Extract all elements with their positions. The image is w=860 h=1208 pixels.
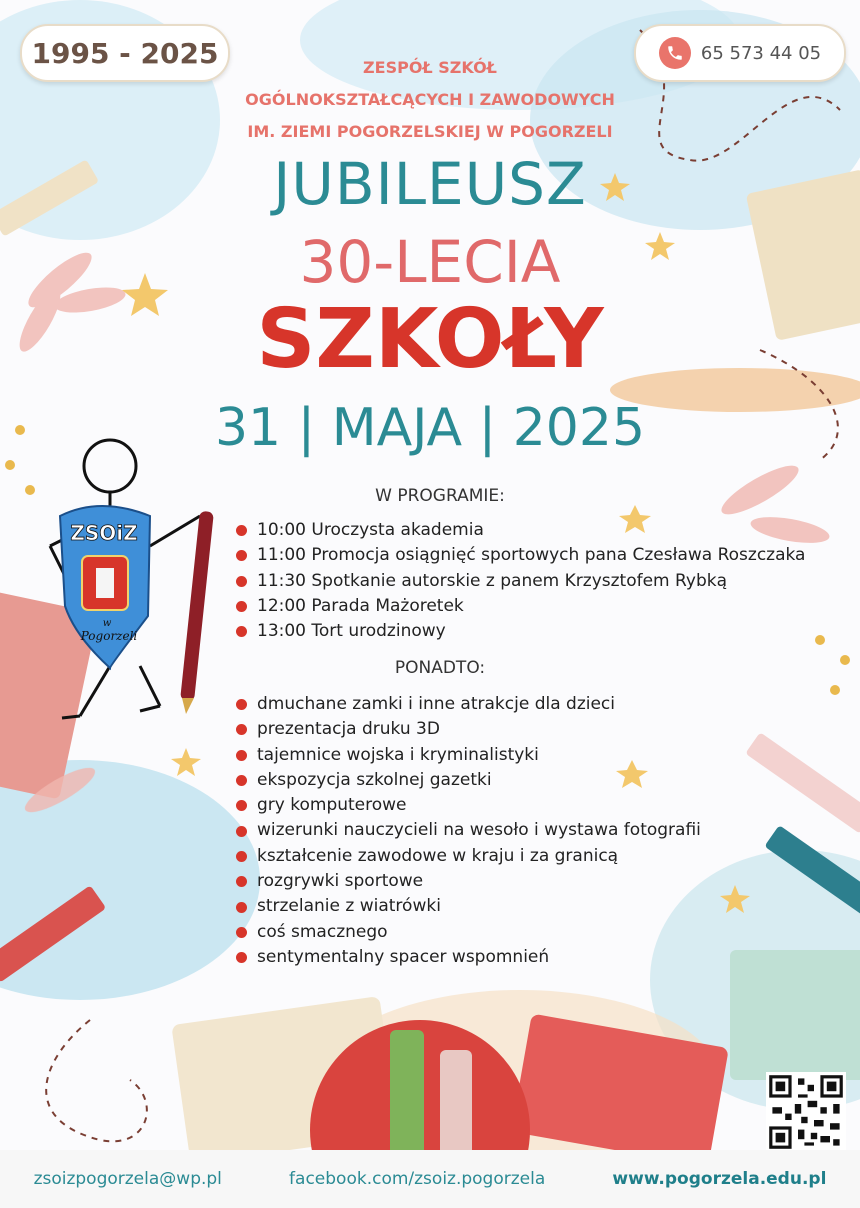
footer-email[interactable]: zsoizpogorzela@wp.pl [33,1169,222,1189]
program-item [236,594,805,619]
bullet-icon [236,876,247,887]
bullet-icon [236,952,247,963]
extras-item [236,717,701,742]
bullet-icon [236,626,247,637]
program-item [236,619,805,644]
years-badge: 1995 - 2025 [20,24,230,82]
school-name-line: ZESPÓŁ SZKÓŁ [363,58,497,77]
footer-facebook[interactable]: facebook.com/zsoiz.pogorzela [289,1169,546,1189]
bullet-icon [236,699,247,710]
bullet-icon [236,902,247,913]
extras-item [236,818,701,843]
program-item [236,543,805,568]
extras-item-text: ekspozycja szkolnej gazetki [257,769,492,790]
extras-item [236,844,701,869]
shield-subtitle: Pogorzeli [80,629,138,643]
extras-item-text: dmuchane zamki i inne atrakcje dla dzieci [257,694,616,714]
program-item-text: 12:00 Parada Mażoretek [257,595,464,616]
mascot-illustration [40,436,230,726]
program-item-text: 13:00 Tort urodzinowy [257,621,446,642]
shield-title: ZSOiZ [70,521,138,545]
bullet-icon [236,775,247,786]
bullet-icon [236,576,247,587]
program-item-text: 11:30 Spotkanie autorskie z panem Krzysztofem Rybką [257,570,728,591]
title-school: SZKOŁY [256,292,604,387]
pencil-shape [390,1030,424,1170]
extras-item-text: coś smacznego [257,921,388,942]
mascot-head [84,440,136,492]
title-anniversary: 30-LECIA [299,228,561,296]
school-name-line: OGÓLNOKSZTAŁCĄCYCH I ZAWODOWYCH [245,90,615,109]
extras-item [236,894,701,919]
bullet-icon [236,927,247,938]
extras-heading: PONADTO: [394,658,486,678]
school-name-line: IM. ZIEMI POGORZELSKIEJ W POGORZELI [247,122,613,141]
title-jubileusz: JUBILEUSZ [273,150,587,218]
pencil-shape [745,732,860,834]
extras-item [236,793,701,818]
bullet-icon [236,826,247,837]
program-item [236,569,805,594]
extras-item [236,920,701,945]
extras-item-text: gry komputerowe [257,795,407,816]
program-list [236,518,805,644]
extras-item [236,692,701,717]
program-item-text: 11:00 Promocja osiągnięć sportowych pana Czesława Roszczaka [257,545,806,566]
program-item-text: 10:00 Uroczysta akademia [257,520,484,540]
extras-item-text: strzelanie z wiatrówki [257,896,441,917]
bullet-icon [236,601,247,612]
bullet-icon [236,851,247,862]
extras-item [236,869,701,894]
extras-item-text: wizerunki nauczycieli na wesoło i wystawa fotografii [257,820,701,841]
bullet-icon [236,750,247,761]
dashed-swirl [46,1020,147,1141]
extras-item [236,743,701,768]
shield-subtitle: w [102,618,112,629]
bullet-icon [236,724,247,735]
book-shape [730,950,860,1080]
bullet-icon [236,525,247,536]
school-name [150,52,710,148]
extras-item [236,768,701,793]
program-heading: W PROGRAMIE: [375,486,505,506]
extras-item-text: tajemnice wojska i kryminalistyki [257,744,539,765]
phone-number: 65 573 44 05 [700,42,822,64]
footer [0,1150,860,1208]
event-date: 31 | MAJA | 2025 [214,398,646,458]
bullet-icon [236,800,247,811]
footer-website[interactable]: www.pogorzela.edu.pl [612,1169,827,1189]
qr-code[interactable] [766,1072,846,1152]
extras-item-text: prezentacja druku 3D [257,719,440,740]
extras-item [236,945,701,970]
program-item [236,518,805,543]
extras-item-text: kształcenie zawodowe w kraju i za granicą [257,845,619,866]
pen-shape [180,511,214,701]
extras-item-text: sentymentalny spacer wspomnień [257,946,550,967]
extras-list [236,692,701,970]
bullet-icon [236,550,247,561]
extras-item-text: rozgrywki sportowe [257,871,424,892]
